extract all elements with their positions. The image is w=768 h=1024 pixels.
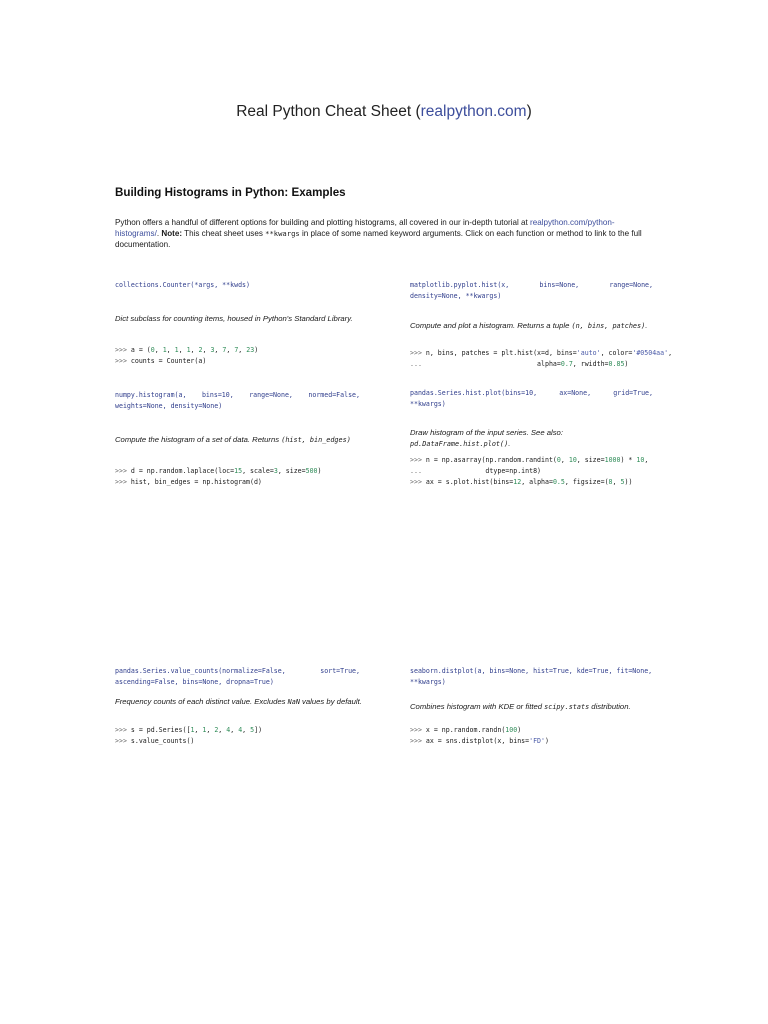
value-counts-signature-link[interactable]: pandas.Series.value_counts(normalize=False, sort=True, ascending=False, bins=None, dropna=True) — [115, 667, 360, 686]
matplotlib-code-block — [410, 348, 672, 370]
intro-text-3: This cheat sheet uses — [182, 229, 266, 239]
ph-desc-code: pd.DataFrame.hist.plot() — [410, 440, 509, 448]
code-line: >>> x = np.random.randn(100) — [410, 726, 522, 734]
mpl-desc-code: (n, bins, patches) — [571, 322, 646, 330]
counter-signature-link[interactable]: collections.Counter(*args, **kwds) — [115, 281, 250, 289]
numpy-desc-code: (hist, bin_edges) — [281, 436, 351, 444]
code-line: >>> ax = sns.distplot(x, bins='FD') — [410, 737, 549, 746]
title-suffix: ) — [526, 103, 532, 120]
kwargs-code: **kwargs — [265, 229, 300, 239]
note-label: Note: — [161, 229, 183, 239]
intro-paragraph — [115, 217, 655, 251]
matplotlib-description — [410, 320, 660, 332]
mpl-desc-end: . — [645, 321, 648, 330]
ph-desc-text: Draw histogram of the input series. See also: — [410, 428, 563, 437]
numpy-code-block — [115, 466, 322, 488]
numpy-signature-link[interactable]: numpy.histogram(a, bins=10, range=None, normed=False, weights=None, density=None) — [115, 391, 360, 410]
sns-desc-text: Combines histogram with KDE or fitted — [410, 702, 545, 711]
intro-text-4: in place of some named keyword arguments. Click on each function or method to link to the full documentation. — [115, 229, 642, 250]
vc-desc-text: Frequency counts of each distinct value. Excludes — [115, 697, 288, 706]
code-line: >>> a = (0, 1, 1, 1, 2, 3, 7, 7, 23) — [115, 346, 259, 354]
matplotlib-signature-link[interactable]: matplotlib.pyplot.hist(x, bins=None, range=None, density=None, **kwargs) — [410, 281, 653, 300]
realpython-link[interactable]: realpython.com — [420, 103, 527, 120]
code-line: >>> s.value_counts() — [115, 737, 195, 746]
code-line: ... alpha=0.7, rwidth=0.85) — [410, 360, 629, 369]
code-line: >>> ax = s.plot.hist(bins=12, alpha=0.5, figsize=(8, 5)) — [410, 478, 633, 487]
code-line: >>> n = np.asarray(np.random.randint(0, 10, size=1000) * 10, — [410, 456, 649, 464]
section-heading: Building Histograms in Python: Examples — [115, 186, 346, 199]
code-line: >>> d = np.random.laplace(loc=15, scale=3, size=500) — [115, 467, 322, 475]
seaborn-description — [410, 701, 660, 713]
mpl-desc-text: Compute and plot a histogram. Returns a tuple — [410, 321, 572, 330]
pandas-hist-code-block — [410, 455, 648, 489]
numpy-desc-text: Compute the histogram of a set of data. Returns — [115, 435, 282, 444]
pandas-hist-signature-link[interactable]: pandas.Series.hist.plot(bins=10, ax=None, grid=True, **kwargs) — [410, 389, 653, 408]
title-prefix: Real Python Cheat Sheet ( — [236, 103, 421, 120]
counter-code-block — [115, 345, 258, 367]
numpy-description — [115, 434, 365, 446]
code-line: >>> hist, bin_edges = np.histogram(d) — [115, 478, 262, 487]
ph-desc-end: . — [508, 439, 511, 448]
counter-description: Dict subclass for counting items, housed in Python's Standard Library. — [115, 314, 353, 323]
seaborn-code-block — [410, 725, 549, 747]
pandas-hist-description — [410, 427, 660, 450]
value-counts-description — [115, 696, 363, 708]
vc-desc-code: NaN — [287, 698, 300, 706]
tutorial-link[interactable]: realpython.com/python-histograms/ — [115, 218, 615, 239]
code-line: >>> counts = Counter(a) — [115, 357, 207, 366]
sns-desc-code: scipy.stats — [544, 703, 590, 711]
code-line: >>> n, bins, patches = plt.hist(x=d, bins='auto', color='#0504aa', — [410, 349, 673, 357]
code-line: ... dtype=np.int8) — [410, 467, 542, 476]
code-line: >>> s = pd.Series([1, 1, 2, 4, 4, 5]) — [115, 726, 263, 734]
value-counts-code-block — [115, 725, 262, 747]
sns-desc-end: distribution. — [589, 702, 631, 711]
page-title — [0, 103, 768, 121]
intro-text-1: Python offers a handful of different options for building and plotting histograms, all covered in our in-depth tutorial at — [115, 218, 530, 227]
seaborn-signature-link[interactable]: seaborn.distplot(a, bins=None, hist=True, kde=True, fit=None, **kwargs) — [410, 667, 653, 686]
intro-text-2: . — [156, 229, 162, 239]
vc-desc-end: values by default. — [299, 697, 362, 706]
